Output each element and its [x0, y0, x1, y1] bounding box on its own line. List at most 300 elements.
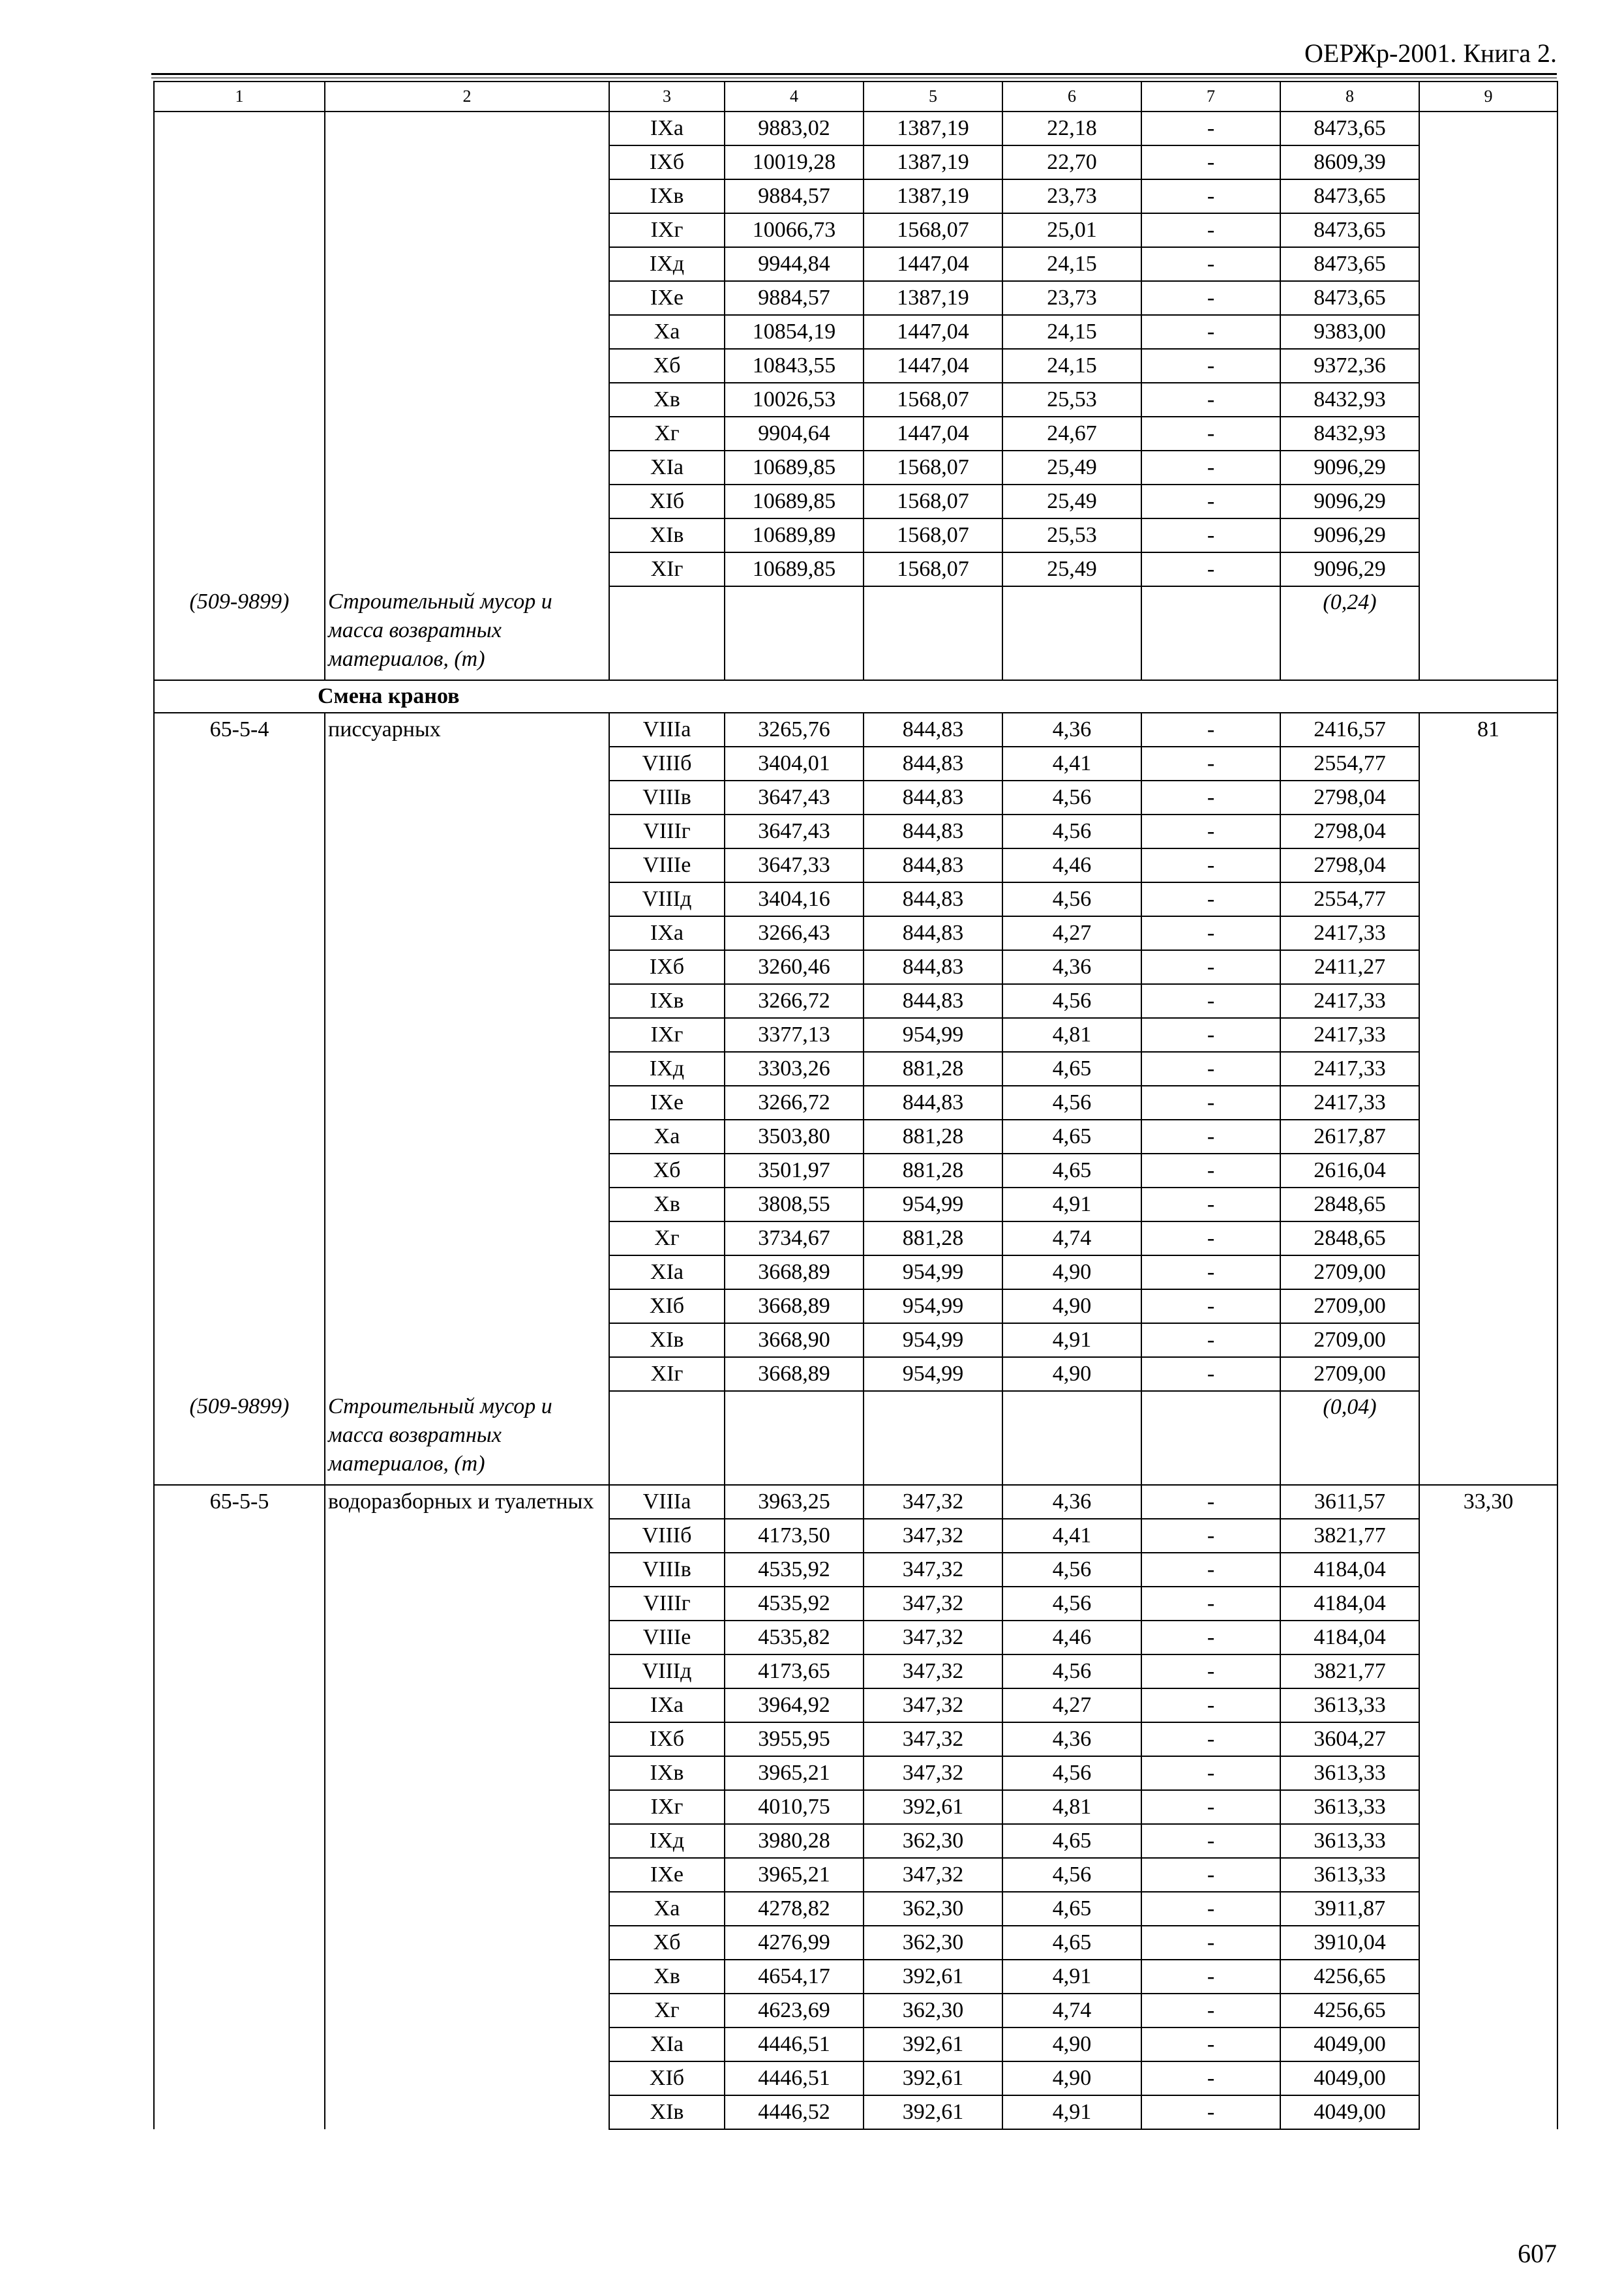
value-cell: 2709,00 [1280, 1289, 1419, 1323]
value-cell: 4,27 [1002, 1688, 1141, 1722]
value-cell: 9383,00 [1280, 315, 1419, 349]
value-cell: - [1141, 916, 1280, 950]
value-cell: 954,99 [864, 1188, 1002, 1221]
value-cell: 24,15 [1002, 247, 1141, 281]
name-cell [325, 2095, 609, 2129]
name-cell [325, 552, 609, 586]
name-cell [325, 518, 609, 552]
value-cell: 3266,43 [725, 916, 864, 950]
value-cell: - [1141, 213, 1280, 247]
code-cell [154, 1722, 325, 1756]
code-cell [154, 1654, 325, 1688]
code-cell [154, 2061, 325, 2095]
value-cell: - [1141, 781, 1280, 815]
value-cell: 9884,57 [725, 179, 864, 213]
empty-cell [609, 1391, 725, 1485]
col9-cell [1419, 1960, 1557, 1994]
empty-cell [1002, 586, 1141, 680]
table-row [154, 2095, 1557, 2129]
value-cell: 3668,89 [725, 1289, 864, 1323]
value-cell: - [1141, 2061, 1280, 2095]
value-cell: - [1141, 1519, 1280, 1553]
value-cell: 3604,27 [1280, 1722, 1419, 1756]
value-cell: 954,99 [864, 1255, 1002, 1289]
value-cell: 9372,36 [1280, 349, 1419, 383]
zone-cell: IXв [609, 984, 725, 1018]
zone-cell: Xа [609, 1120, 725, 1154]
code-cell [154, 383, 325, 417]
value-cell: 2848,65 [1280, 1188, 1419, 1221]
name-cell [325, 1255, 609, 1289]
code-cell [154, 145, 325, 179]
zone-cell: IXа [609, 112, 725, 145]
value-cell: 4,56 [1002, 882, 1141, 916]
zone-cell: VIIIб [609, 747, 725, 781]
value-cell: 881,28 [864, 1221, 1002, 1255]
zone-cell: IXб [609, 1722, 725, 1756]
value-cell: 347,32 [864, 1688, 1002, 1722]
value-cell: 2554,77 [1280, 882, 1419, 916]
zone-cell: Xв [609, 1960, 725, 1994]
code-cell [154, 1519, 325, 1553]
empty-cell [609, 586, 725, 680]
zone-cell: XIб [609, 1289, 725, 1323]
col9-cell [1419, 781, 1557, 815]
col9-cell [1419, 1926, 1557, 1960]
value-cell: - [1141, 281, 1280, 315]
value-cell: 1568,07 [864, 485, 1002, 518]
table-row [154, 781, 1557, 815]
code-cell [154, 518, 325, 552]
value-cell: 8473,65 [1280, 179, 1419, 213]
value-cell: 3613,33 [1280, 1688, 1419, 1722]
value-cell: 3821,77 [1280, 1519, 1419, 1553]
table-row [154, 2061, 1557, 2095]
value-cell: 3266,72 [725, 1086, 864, 1120]
value-cell: 4,81 [1002, 1790, 1141, 1824]
code-cell [154, 2095, 325, 2129]
code-cell [154, 1289, 325, 1323]
value-cell: 4,56 [1002, 815, 1141, 848]
name-cell [325, 1052, 609, 1086]
code-cell: 65-5-5 [154, 1485, 325, 1519]
col9-cell [1419, 518, 1557, 552]
table-row [154, 1289, 1557, 1323]
zone-cell: IXг [609, 1790, 725, 1824]
value-cell: 1387,19 [864, 145, 1002, 179]
value-cell: 2417,33 [1280, 1018, 1419, 1052]
value-cell: - [1141, 1587, 1280, 1621]
value-cell: 9944,84 [725, 247, 864, 281]
value-cell: 4,41 [1002, 747, 1141, 781]
value-cell: 3668,89 [725, 1255, 864, 1289]
section-header-row [154, 680, 1557, 713]
table-row [154, 349, 1557, 383]
table-row [154, 916, 1557, 950]
table-row [154, 747, 1557, 781]
name-cell [325, 1289, 609, 1323]
empty-cell [864, 586, 1002, 680]
table-row [154, 882, 1557, 916]
name-cell [325, 1756, 609, 1790]
zone-cell: XIг [609, 1357, 725, 1391]
col9-cell [1419, 417, 1557, 451]
name-cell [325, 984, 609, 1018]
value-cell: 4184,04 [1280, 1621, 1419, 1654]
value-cell: 347,32 [864, 1858, 1002, 1892]
value-cell: 4,36 [1002, 713, 1141, 747]
col9-cell [1419, 485, 1557, 518]
value-cell: 3404,16 [725, 882, 864, 916]
code-cell [154, 984, 325, 1018]
value-cell: 347,32 [864, 1756, 1002, 1790]
col9-cell [1419, 315, 1557, 349]
value-cell: 3611,57 [1280, 1485, 1419, 1519]
value-cell: - [1141, 1289, 1280, 1323]
value-cell: - [1141, 145, 1280, 179]
name-cell [325, 1824, 609, 1858]
value-cell: 4,65 [1002, 1824, 1141, 1858]
col9-cell [1419, 1221, 1557, 1255]
value-cell: - [1141, 383, 1280, 417]
material-value: (0,04) [1280, 1391, 1419, 1485]
value-cell: - [1141, 1926, 1280, 1960]
column-number: 4 [725, 82, 864, 112]
zone-cell: Xг [609, 417, 725, 451]
code-cell [154, 1255, 325, 1289]
name-cell [325, 281, 609, 315]
empty-cell [1141, 1391, 1280, 1485]
value-cell: 8473,65 [1280, 112, 1419, 145]
name-cell [325, 451, 609, 485]
value-cell: 392,61 [864, 2061, 1002, 2095]
value-cell: 4173,65 [725, 1654, 864, 1688]
value-cell: 1447,04 [864, 349, 1002, 383]
zone-cell: IXе [609, 281, 725, 315]
zone-cell: XIа [609, 2027, 725, 2061]
value-cell: 3613,33 [1280, 1824, 1419, 1858]
empty-cell [1141, 586, 1280, 680]
col9-cell [1419, 2061, 1557, 2095]
value-cell: - [1141, 1485, 1280, 1519]
value-cell: 4,56 [1002, 781, 1141, 815]
value-cell: - [1141, 315, 1280, 349]
name-cell [325, 315, 609, 349]
name-cell [325, 485, 609, 518]
value-cell: 4,90 [1002, 1255, 1141, 1289]
value-cell: 4,56 [1002, 1858, 1141, 1892]
value-cell: 10689,89 [725, 518, 864, 552]
col9-cell: 33,30 [1419, 1485, 1557, 1519]
value-cell: 844,83 [864, 984, 1002, 1018]
value-cell: 3668,89 [725, 1357, 864, 1391]
table-row [154, 451, 1557, 485]
value-cell: 4,65 [1002, 1926, 1141, 1960]
col9-cell [1419, 1323, 1557, 1357]
value-cell: - [1141, 1221, 1280, 1255]
col9-cell [1419, 2027, 1557, 2061]
value-cell: 4,27 [1002, 916, 1141, 950]
name-cell: водоразборных и туалетных [325, 1485, 609, 1519]
value-cell: 954,99 [864, 1289, 1002, 1323]
page-header-title: ОЕРЖр-2001. Книга 2. [1304, 38, 1557, 68]
value-cell: 4446,52 [725, 2095, 864, 2129]
value-cell: 4049,00 [1280, 2095, 1419, 2129]
table-row [154, 1926, 1557, 1960]
value-cell: 3501,97 [725, 1154, 864, 1188]
value-cell: 4,65 [1002, 1154, 1141, 1188]
zone-cell: IXа [609, 1688, 725, 1722]
value-cell: 24,15 [1002, 315, 1141, 349]
value-cell: 8609,39 [1280, 145, 1419, 179]
table-row [154, 485, 1557, 518]
table-row [154, 1188, 1557, 1221]
table-row [154, 383, 1557, 417]
value-cell: 4,91 [1002, 1323, 1141, 1357]
value-cell: - [1141, 1858, 1280, 1892]
table-row [154, 247, 1557, 281]
col9-cell [1419, 247, 1557, 281]
col9-cell [1419, 815, 1557, 848]
zone-cell: IXе [609, 1086, 725, 1120]
col9-cell [1419, 1154, 1557, 1188]
value-cell: 3613,33 [1280, 1790, 1419, 1824]
name-cell [325, 1086, 609, 1120]
value-cell: 2709,00 [1280, 1323, 1419, 1357]
table-row [154, 1086, 1557, 1120]
value-cell: 4,90 [1002, 2061, 1141, 2095]
name-cell [325, 1892, 609, 1926]
value-cell: 4278,82 [725, 1892, 864, 1926]
code-cell [154, 1688, 325, 1722]
col9-cell [1419, 1188, 1557, 1221]
name-cell [325, 1553, 609, 1587]
material-row [154, 586, 1557, 680]
value-cell: 10066,73 [725, 213, 864, 247]
material-code: (509-9899) [154, 586, 325, 680]
table-row [154, 1892, 1557, 1926]
value-cell: - [1141, 485, 1280, 518]
table-row [154, 2027, 1557, 2061]
col9-cell [1419, 1052, 1557, 1086]
zone-cell: IXб [609, 145, 725, 179]
value-cell: 3965,21 [725, 1756, 864, 1790]
value-cell: - [1141, 713, 1280, 747]
col9-cell [1419, 349, 1557, 383]
value-cell: 4,56 [1002, 1587, 1141, 1621]
col9-cell [1419, 586, 1557, 680]
zone-cell: XIа [609, 1255, 725, 1289]
table-row [154, 815, 1557, 848]
value-cell: 2416,57 [1280, 713, 1419, 747]
table-row [154, 1654, 1557, 1688]
value-cell: 881,28 [864, 1154, 1002, 1188]
value-cell: 23,73 [1002, 179, 1141, 213]
code-cell [154, 1323, 325, 1357]
value-cell: 4,56 [1002, 1553, 1141, 1587]
value-cell: 3404,01 [725, 747, 864, 781]
value-cell: 2411,27 [1280, 950, 1419, 984]
value-cell: 10689,85 [725, 552, 864, 586]
value-cell: 4535,82 [725, 1621, 864, 1654]
col9-cell [1419, 1289, 1557, 1323]
name-cell [325, 349, 609, 383]
value-cell: - [1141, 349, 1280, 383]
table-row [154, 1120, 1557, 1154]
zone-cell: Xв [609, 383, 725, 417]
table-row [154, 1018, 1557, 1052]
col9-cell [1419, 1018, 1557, 1052]
table-row [154, 552, 1557, 586]
table-row [154, 1154, 1557, 1188]
name-cell [325, 213, 609, 247]
value-cell: 3647,43 [725, 815, 864, 848]
value-cell: - [1141, 1188, 1280, 1221]
table-row [154, 417, 1557, 451]
table-row [154, 315, 1557, 349]
value-cell: - [1141, 747, 1280, 781]
col9-cell [1419, 145, 1557, 179]
value-cell: - [1141, 1621, 1280, 1654]
value-cell: 4654,17 [725, 1960, 864, 1994]
value-cell: 1387,19 [864, 179, 1002, 213]
value-cell: 2798,04 [1280, 848, 1419, 882]
value-cell: 3613,33 [1280, 1756, 1419, 1790]
code-cell [154, 349, 325, 383]
code-cell [154, 1188, 325, 1221]
col9-cell [1419, 451, 1557, 485]
zone-cell: IXд [609, 1052, 725, 1086]
value-cell: - [1141, 1154, 1280, 1188]
material-value: (0,24) [1280, 586, 1419, 680]
name-cell [325, 747, 609, 781]
value-cell: - [1141, 112, 1280, 145]
value-cell: 8473,65 [1280, 247, 1419, 281]
code-cell [154, 1858, 325, 1892]
name-cell [325, 848, 609, 882]
value-cell: 4,91 [1002, 2095, 1141, 2129]
col9-cell [1419, 1858, 1557, 1892]
column-number: 6 [1002, 82, 1141, 112]
col9-cell [1419, 2095, 1557, 2129]
name-cell [325, 1587, 609, 1621]
value-cell: 3265,76 [725, 713, 864, 747]
table-row [154, 1688, 1557, 1722]
value-cell: 3613,33 [1280, 1858, 1419, 1892]
code-cell [154, 1994, 325, 2027]
name-cell [325, 2061, 609, 2095]
value-cell: 3910,04 [1280, 1926, 1419, 1960]
name-cell [325, 916, 609, 950]
rates-table [153, 81, 1558, 2130]
value-cell: - [1141, 1892, 1280, 1926]
empty-cell [1002, 1391, 1141, 1485]
value-cell: 4184,04 [1280, 1587, 1419, 1621]
value-cell: 10689,85 [725, 451, 864, 485]
col9-cell [1419, 1086, 1557, 1120]
value-cell: 3260,46 [725, 950, 864, 984]
name-cell [325, 1120, 609, 1154]
zone-cell: IXд [609, 1824, 725, 1858]
value-cell: - [1141, 1790, 1280, 1824]
name-cell [325, 1621, 609, 1654]
zone-cell: VIIIг [609, 1587, 725, 1621]
col9-cell [1419, 1553, 1557, 1587]
value-cell: 1568,07 [864, 552, 1002, 586]
value-cell: 8473,65 [1280, 281, 1419, 315]
zone-cell: VIIIа [609, 1485, 725, 1519]
value-cell: 362,30 [864, 1994, 1002, 2027]
table-row [154, 1722, 1557, 1756]
table-row [154, 1621, 1557, 1654]
name-cell [325, 2027, 609, 2061]
value-cell: 954,99 [864, 1323, 1002, 1357]
zone-cell: IXв [609, 1756, 725, 1790]
value-cell: 4,56 [1002, 1756, 1141, 1790]
value-cell: 881,28 [864, 1052, 1002, 1086]
zone-cell: IXд [609, 247, 725, 281]
value-cell: 4184,04 [1280, 1553, 1419, 1587]
code-cell [154, 1790, 325, 1824]
value-cell: 9096,29 [1280, 518, 1419, 552]
value-cell: 4,41 [1002, 1519, 1141, 1553]
value-cell: 362,30 [864, 1892, 1002, 1926]
value-cell: 25,49 [1002, 552, 1141, 586]
value-cell: 2417,33 [1280, 984, 1419, 1018]
table-row [154, 984, 1557, 1018]
value-cell: 2417,33 [1280, 916, 1419, 950]
code-cell [154, 1926, 325, 1960]
value-cell: - [1141, 552, 1280, 586]
col9-cell [1419, 552, 1557, 586]
value-cell: 24,15 [1002, 349, 1141, 383]
value-cell: 4,46 [1002, 1621, 1141, 1654]
table-row [154, 1519, 1557, 1553]
value-cell: 3503,80 [725, 1120, 864, 1154]
value-cell: 10019,28 [725, 145, 864, 179]
value-cell: 347,32 [864, 1485, 1002, 1519]
value-cell: 10026,53 [725, 383, 864, 417]
column-number: 2 [325, 82, 609, 112]
value-cell: 844,83 [864, 848, 1002, 882]
zone-cell: Xв [609, 1188, 725, 1221]
empty-cell [725, 586, 864, 680]
value-cell: 4623,69 [725, 1994, 864, 2027]
value-cell: 844,83 [864, 950, 1002, 984]
value-cell: - [1141, 518, 1280, 552]
value-cell: 3964,92 [725, 1688, 864, 1722]
table-row [154, 1756, 1557, 1790]
code-cell [154, 2027, 325, 2061]
col9-cell [1419, 1621, 1557, 1654]
code-cell [154, 1052, 325, 1086]
code-cell [154, 1221, 325, 1255]
empty-cell [725, 1391, 864, 1485]
value-cell: - [1141, 1120, 1280, 1154]
value-cell: 2554,77 [1280, 747, 1419, 781]
code-cell [154, 1960, 325, 1994]
value-cell: 9096,29 [1280, 552, 1419, 586]
col9-cell [1419, 1255, 1557, 1289]
zone-cell: XIв [609, 1323, 725, 1357]
value-cell: 347,32 [864, 1587, 1002, 1621]
table-row [154, 281, 1557, 315]
page-number: 607 [1518, 2239, 1557, 2268]
value-cell: 3647,43 [725, 781, 864, 815]
value-cell: 4,74 [1002, 1994, 1141, 2027]
table-row [154, 112, 1557, 145]
zone-cell: VIIIг [609, 815, 725, 848]
